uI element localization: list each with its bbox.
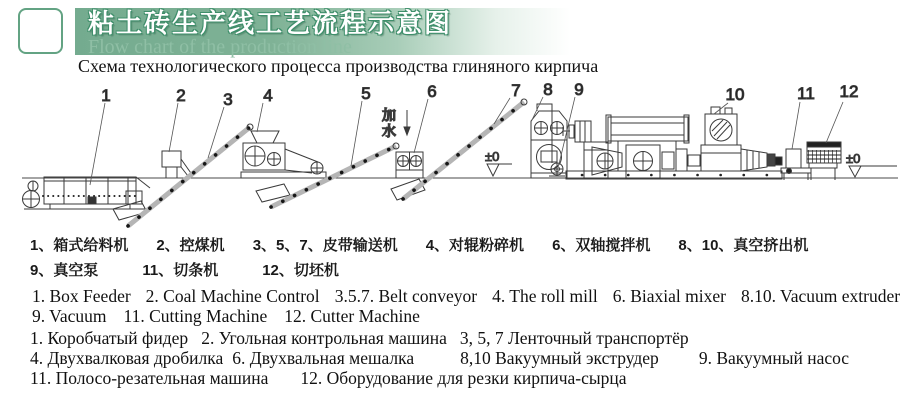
part-number-2: 2 [176, 86, 186, 105]
legend-item: 1. Коробчатый фидер [30, 328, 189, 348]
cutter-machine [807, 142, 841, 180]
legend-item: 9. Vacuum [32, 306, 107, 326]
part-number-9: 9 [574, 80, 584, 99]
legend-line [30, 328, 849, 348]
legend-item: 6. Двухвальная мешалка [232, 348, 415, 368]
part-leader-lines [90, 97, 843, 185]
level-mark-left-label: ±0 [485, 149, 500, 164]
legend-item: 2. Угольная контрольная машина [201, 328, 447, 348]
part-number-3: 3 [223, 90, 233, 109]
belt-conveyor-3 [113, 124, 253, 226]
legend-item: 6、双轴搅拌机 [552, 237, 651, 254]
legend-item: 1、箱式给料机 [30, 237, 129, 254]
legend-item: 4. Двухвалковая дробилка [30, 348, 224, 368]
add-water-char-2: 水 [382, 123, 396, 139]
level-mark-left [485, 149, 512, 176]
legend-english [32, 286, 900, 326]
part-number-5: 5 [361, 84, 371, 103]
vacuum-pump [549, 163, 565, 176]
vacuum-extruder-8 [531, 104, 567, 178]
part-number-10: 10 [725, 85, 745, 104]
legend-item: 11、切条机 [142, 262, 219, 279]
legend-item: 8,10 Вакуумный экструдер [460, 348, 659, 368]
legend-item: 11. Cutting Machine [123, 306, 268, 326]
page-title-zh: 粘土砖生产线工艺流程示意图 [88, 8, 453, 38]
legend-line [32, 286, 900, 306]
legend-item: 8.10. Vacuum extruder [741, 286, 900, 306]
belt-conveyor-5 [256, 143, 399, 207]
legend-item: 1. Box Feeder [32, 286, 131, 306]
legend-item: 12、切坯机 [262, 262, 339, 279]
legend-item: 12. Оборудование для резки кирпича-сырца [300, 368, 627, 388]
add-water-char-1: 加 [382, 107, 396, 123]
legend-item: 8、10、真空挤出机 [678, 237, 809, 254]
part-number-6: 6 [427, 82, 437, 101]
page-title-en: Flow chart of the production line [88, 36, 352, 58]
page-subtitle-ru: Схема технологического процесса производства глиняного кирпича [78, 56, 599, 76]
legend-item: 9、真空泵 [30, 262, 99, 279]
vacuum-extruder-10 [563, 107, 782, 179]
legend-russian [30, 328, 849, 388]
legend-item: 12. Cutter Machine [284, 306, 420, 326]
roll-mill-machine [241, 131, 326, 178]
part-number-1: 1 [101, 86, 111, 105]
legend-item: 3、5、7、皮带输送机 [252, 237, 398, 254]
legend-item: 4. The roll mill [492, 286, 598, 306]
legend-item: 9. Вакуумный насос [698, 348, 850, 368]
legend-item: 2. Coal Machine Control [145, 286, 320, 306]
legend-item: 11. Полосо-резательная машина [30, 368, 269, 388]
biaxial-mixer-machine [396, 152, 423, 178]
part-number-11: 11 [797, 84, 815, 103]
level-mark-right [846, 151, 897, 177]
legend-line [30, 258, 836, 283]
legend-line [30, 348, 849, 368]
legend-chinese [30, 233, 836, 283]
legend-item: 3.5.7. Belt conveyor [334, 286, 478, 306]
part-number-7: 7 [511, 81, 521, 100]
legend-item: 6. Biaxial mixer [612, 286, 726, 306]
part-number-labels [101, 80, 858, 109]
legend-line [32, 306, 900, 326]
legend-line [30, 233, 836, 258]
part-number-12: 12 [839, 82, 859, 101]
level-mark-right-label: ±0 [846, 151, 861, 166]
part-number-8: 8 [543, 80, 553, 99]
legend-item: 3, 5, 7 Ленточный транспортёр [459, 328, 689, 348]
belt-conveyor-7 [391, 99, 527, 200]
add-water-annotation [382, 107, 410, 139]
legend-item: 4、对辊粉碎机 [425, 237, 525, 254]
legend-line [30, 368, 849, 388]
legend-item: 2、控煤机 [156, 237, 225, 254]
part-number-4: 4 [263, 86, 273, 105]
